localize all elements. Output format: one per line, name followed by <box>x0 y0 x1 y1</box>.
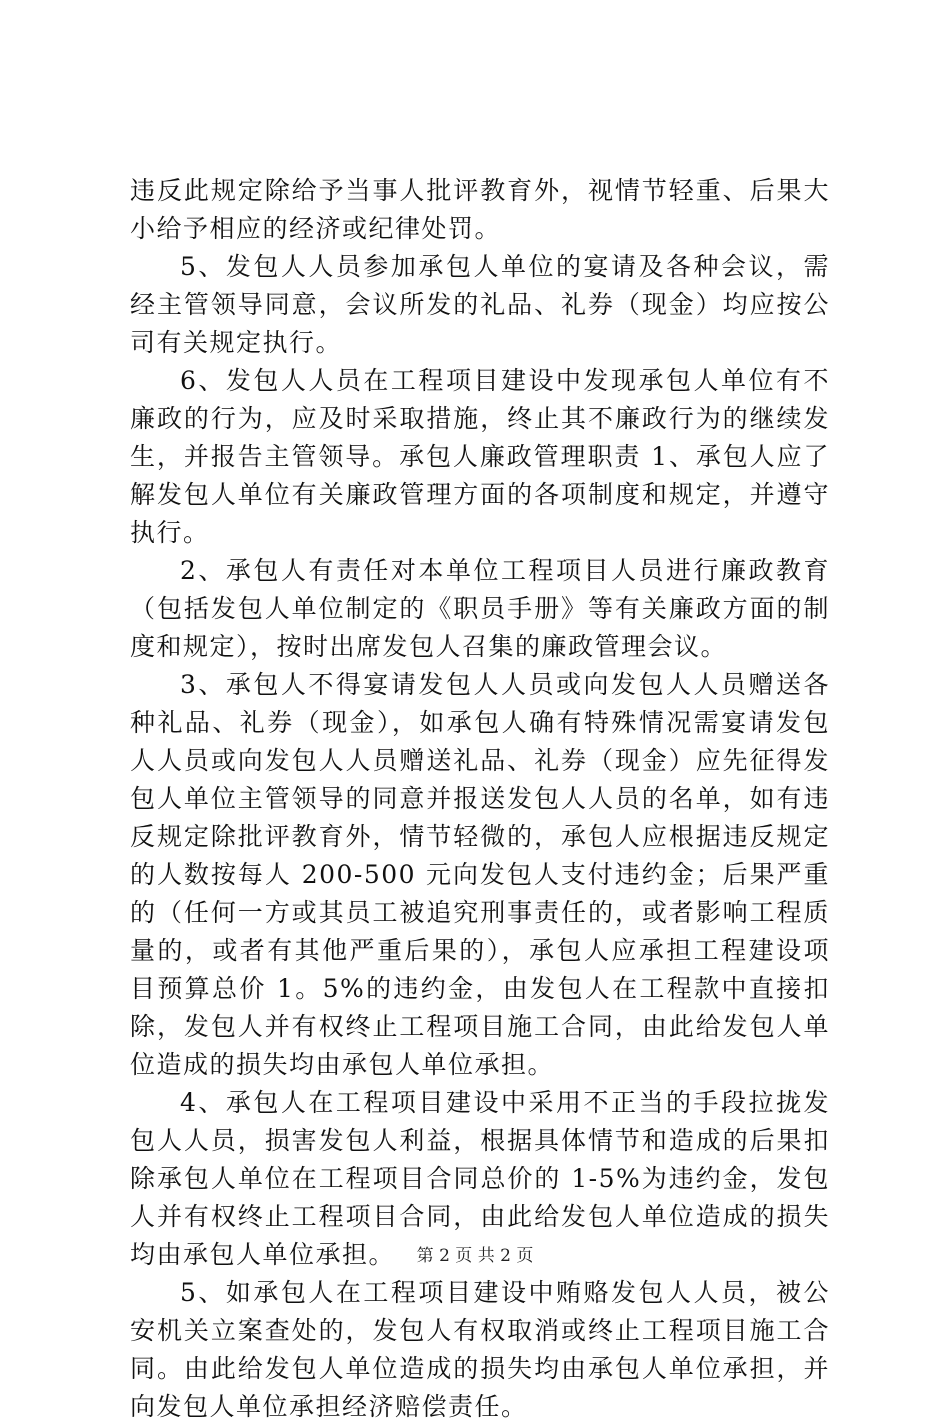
paragraph-item-2: 2、承包人有责任对本单位工程项目人员进行廉政教育（包括发包人单位制定的《职员手册》等有关廉政方面的制度和规定），按时出席发包人召集的廉政管理会议。 <box>130 556 830 661</box>
paragraph-item-4: 4、承包人在工程项目建设中采用不正当的手段拉拢发包人人员，损害发包人利益，根据具体情节和造成的后果扣除承包人单位在工程项目合同总价的 1-5%为违约金，发包人并有权终止工程项目合同，由此给发包人单位造成的损失均由承包人单位承担。 <box>130 1088 830 1269</box>
document-body <box>130 172 830 1426</box>
paragraph-item-6: 6、发包人人员在工程项目建设中发现承包人单位有不廉政的行为，应及时采取措施，终止其不廉政行为的继续发生，并报告主管领导。承包人廉政管理职责 1、承包人应了解发包人单位有关廉政管理方面的各项制度和规定，并遵守执行。 <box>130 366 830 547</box>
paragraph-item-5: 5、发包人人员参加承包人单位的宴请及各种会议，需经主管领导同意，会议所发的礼品、礼券（现金）均应按公司有关规定执行。 <box>130 252 830 357</box>
paragraph-continuation: 违反此规定除给予当事人批评教育外，视情节轻重、后果大小给予相应的经济或纪律处罚。 <box>130 176 830 243</box>
page-number-footer: 第 2 页 共 2 页 <box>416 1246 534 1266</box>
paragraph-item-3: 3、承包人不得宴请发包人人员或向发包人人员赠送各种礼品、礼券（现金），如承包人确有特殊情况需宴请发包人人员或向发包人人员赠送礼品、礼券（现金）应先征得发包人单位主管领导的同意并报送发包人人员的名单，如有违反规定除批评教育外，情节轻微的，承包人应根据违反规定的人数按每人 200-500 元向发包人支付违约金；后果严重的（任何一方或其员工被追究刑事责任的，或者影响工程质量的，或者有其他严重后果的），承包人应承担工程建设项目预算总价 1。5%的违约金，由发包人在工程款中直接扣除，发包人并有权终止工程项目施工合同，由此给发包人单位造成的损失均由承包人单位承担。 <box>130 670 830 1079</box>
paragraph-item-5-bribery: 5、如承包人在工程项目建设中贿赂发包人人员，被公安机关立案查处的，发包人有权取消或终止工程项目施工合同。由此给发包人单位造成的损失均由承包人单位承担，并向发包人单位承担经济赔偿责任。 <box>130 1278 830 1421</box>
